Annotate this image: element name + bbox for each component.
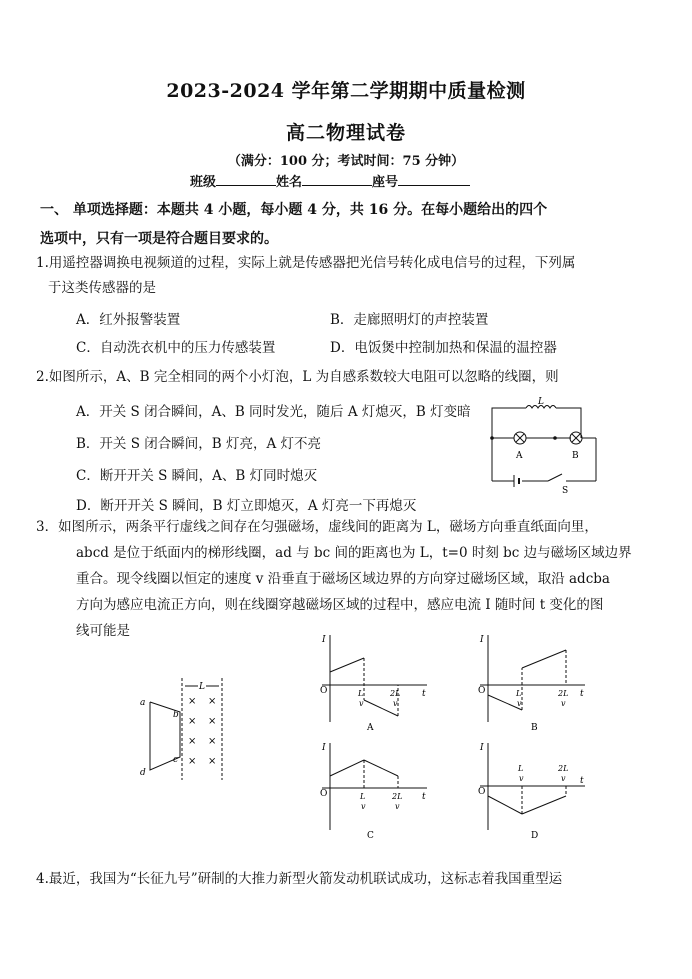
section-number: 一、 bbox=[40, 202, 68, 218]
name-label: 姓名 bbox=[276, 175, 303, 190]
tick-1-den: v bbox=[359, 699, 364, 708]
tick-2-num: 2L bbox=[558, 764, 569, 773]
axis-t-label: t bbox=[580, 689, 584, 699]
axis-i-label: I bbox=[480, 635, 484, 645]
exam-title: 2023-2024 学年第二学期期中质量检测 bbox=[166, 80, 526, 102]
tick-2-num: 2L bbox=[558, 689, 569, 698]
class-label: 班级 bbox=[190, 175, 217, 190]
origin-label: O bbox=[320, 686, 328, 696]
tick-2-num: 2L bbox=[390, 689, 401, 698]
origin-label: O bbox=[478, 787, 486, 797]
section-line-2: 选项中，只有一项是符合题目要求的。 bbox=[40, 231, 278, 247]
q2-option-d: D．断开开关 S 瞬间，B 灯立即熄灭，A 灯亮一下再熄灭 bbox=[76, 498, 417, 514]
tick-2-den: v bbox=[561, 774, 566, 783]
axis-i-label: I bbox=[322, 743, 326, 753]
q2-stem: 2.如图所示，A、B 完全相同的两个小灯泡，L 为自感系数较大电阻可以忽略的线圈，则 bbox=[36, 369, 559, 385]
exam-meta: （满分：100 分；考试时间：75 分钟） bbox=[227, 154, 465, 169]
graph-label: D bbox=[531, 831, 539, 841]
exam-subtitle: 高二物理试卷 bbox=[285, 122, 406, 144]
q3-coil-field-figure bbox=[130, 672, 240, 782]
q1-option-d: D．电饭煲中控制加热和保温的温控器 bbox=[330, 340, 557, 356]
q1-option-b: B．走廊照明灯的声控装置 bbox=[330, 312, 489, 328]
lamp-b-label: B bbox=[572, 451, 579, 461]
class-field[interactable] bbox=[216, 173, 276, 186]
graph-c bbox=[312, 738, 432, 843]
q1-option-a: A．红外报警装置 bbox=[76, 312, 181, 328]
tick-2-den: v bbox=[561, 699, 566, 708]
q2-option-b: B．开关 S 闭合瞬间，B 灯亮，A 灯不亮 bbox=[76, 436, 322, 452]
q1-line-1: 1.用遥控器调换电视频道的过程，实际上就是传感器把光信号转化成电信号的过程，下列属 bbox=[36, 255, 576, 271]
q3-line-2: abcd 是位于纸面内的梯形线圈，ad 与 bc 间的距离也为 L，t=0 时刻 bc 边与磁场区域边界 bbox=[76, 545, 632, 561]
field-mark: × bbox=[188, 696, 197, 707]
field-mark: × bbox=[208, 696, 217, 707]
q2-option-a: A．开关 S 闭合瞬间，A、B 同时发光，随后 A 灯熄灭，B 灯变暗 bbox=[76, 404, 471, 420]
switch-label: S bbox=[562, 486, 569, 496]
tick-1-num: L bbox=[358, 689, 364, 698]
corner-c: c bbox=[173, 755, 179, 765]
tick-1-den: v bbox=[361, 802, 366, 811]
field-mark: × bbox=[188, 716, 197, 727]
field-mark: × bbox=[208, 756, 217, 767]
section-line-1: 单项选择题：本题共 4 小题，每小题 4 分，共 16 分。在每小题给出的四个 bbox=[72, 202, 548, 218]
seat-field[interactable] bbox=[398, 173, 470, 186]
field-mark: × bbox=[208, 716, 217, 727]
tick-1-den: v bbox=[517, 699, 522, 708]
section-heading bbox=[40, 199, 547, 219]
q1-line-2: 于这类传感器的是 bbox=[48, 280, 156, 296]
corner-b: b bbox=[173, 710, 179, 720]
lamp-a-label: A bbox=[516, 451, 523, 461]
origin-label: O bbox=[320, 789, 328, 799]
q3-line-4: 方向为感应电流正方向，则在线圈穿越磁场区域的过程中，感应电流 I 随时间 t 变化的图 bbox=[76, 597, 604, 613]
tick-2-den: v bbox=[393, 699, 398, 708]
axis-t-label: t bbox=[422, 792, 426, 802]
q2-option-c: C．断开开关 S 瞬间，A、B 灯同时熄灭 bbox=[76, 468, 318, 484]
graph-a bbox=[312, 630, 432, 735]
seat-label: 座号 bbox=[372, 175, 399, 190]
tick-1-num: L bbox=[516, 689, 522, 698]
q3-line-3: 重合。现令线圈以恒定的速度 v 沿垂直于磁场区域边界的方向穿过磁场区域，取沿 adcba bbox=[76, 571, 610, 587]
axis-t-label: t bbox=[422, 689, 426, 699]
q1-option-c: C．自动洗衣机中的压力传感装置 bbox=[76, 340, 276, 356]
name-field[interactable] bbox=[302, 173, 372, 186]
field-mark: × bbox=[188, 756, 197, 767]
origin-label: O bbox=[478, 686, 486, 696]
field-mark: × bbox=[188, 736, 197, 747]
graph-b bbox=[470, 630, 590, 735]
corner-a: a bbox=[140, 698, 146, 708]
graph-label: A bbox=[367, 723, 374, 733]
tick-1-den: v bbox=[519, 774, 524, 783]
coil-label: L bbox=[538, 397, 544, 407]
tick-2-den: v bbox=[395, 802, 400, 811]
q3-line-1: 3．如图所示，两条平行虚线之间存在匀强磁场，虚线间的距离为 L，磁场方向垂直纸面向里， bbox=[36, 519, 598, 535]
tick-2-num: 2L bbox=[392, 792, 403, 801]
axis-i-label: I bbox=[322, 635, 326, 645]
q2-circuit-diagram bbox=[486, 396, 601, 496]
tick-1-num: L bbox=[518, 764, 524, 773]
axis-t-label: t bbox=[580, 776, 584, 786]
axis-i-label: I bbox=[480, 743, 484, 753]
student-info bbox=[190, 171, 470, 190]
field-width-label: L bbox=[199, 682, 205, 692]
q4-line-1: 4.最近，我国为“长征九号”研制的大推力新型火箭发动机联试成功，这标志着我国重型运 bbox=[36, 871, 563, 887]
graph-label: B bbox=[531, 723, 538, 733]
corner-d: d bbox=[140, 768, 146, 778]
graph-d bbox=[470, 738, 590, 843]
q3-line-5: 线可能是 bbox=[76, 623, 130, 639]
graph-label: C bbox=[367, 831, 374, 841]
tick-1-num: L bbox=[360, 792, 366, 801]
field-mark: × bbox=[208, 736, 217, 747]
